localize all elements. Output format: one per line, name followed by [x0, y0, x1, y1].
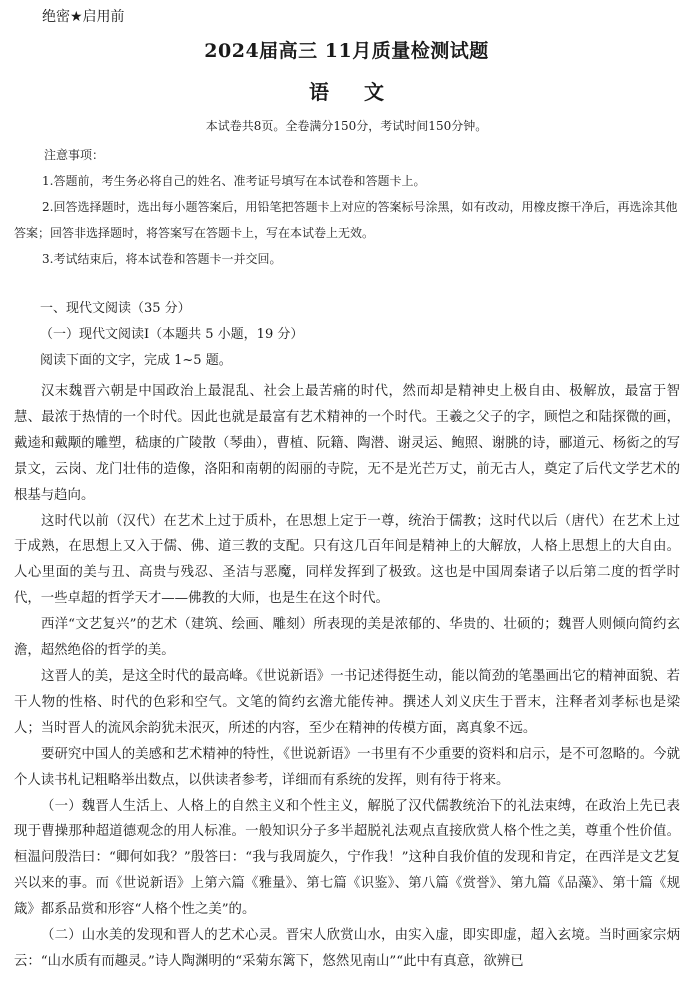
- exam-title: 2024届高三 11月质量检测试题: [204, 40, 489, 62]
- notice-heading: 注意事项：: [44, 148, 105, 162]
- passage-paragraph: （二）山水美的发现和晋人的艺术心灵。晋宋人欣赏山水，由实入虚，即实即虚，超入玄境。当时画家宗炳云：“山水质有而趣灵。”诗人陶渊明的“采菊东篱下，悠然见南山”“此中有真意，欲辨已: [14, 928, 680, 969]
- passage-paragraph: 这晋人的美，是这全时代的最高峰。《世说新语》一书记述得挺生动，能以简劲的笔墨画出它的精神面貌、若干人物的性格、时代的色彩和空气。文笔的简约玄澹尤能传神。撰述人刘义庆生于晋末，注释者刘孝标也是梁人；当时晋人的流风余韵犹未泯灭，所述的内容，至少在精神的传模方面，离真象不远。: [14, 668, 680, 736]
- passage-paragraph: 要研究中国人的美感和艺术精神的特性，《世说新语》一书里有不少重要的资料和启示，是不可忽略的。今就个人读书札记粗略举出数点，以供读者参考，详细而有系统的发挥，则有待于将来。: [14, 746, 680, 788]
- section-subtitle: （一）现代文阅读Ⅰ（本题共 5 小题，19 分）: [40, 327, 304, 342]
- reading-passage: [14, 379, 680, 975]
- section-title: 一、现代文阅读（35 分）: [40, 301, 191, 316]
- passage-paragraph: 汉末魏晋六朝是中国政治上最混乱、社会上最苦痛的时代，然而却是精神史上极自由、极解放，最富于智慧、最浓于热情的一个时代。因此也就是最富有艺术精神的一个时代。王羲之父子的字，顾恺之和陆探微的画，戴逵和戴颙的雕塑，嵇康的广陵散（琴曲），曹植、阮籍、陶潜、谢灵运、鲍照、谢朓的诗，郦道元、杨衒之的写景文，云岗、龙门壮伟的造像，洛阳和南朝的闳丽的寺院，无不是光芒万丈，前无古人，奠定了后代文学艺术的根基与趋向。: [14, 384, 680, 503]
- exam-info: 本试卷共8页。全卷满分150分，考试时间150分钟。: [205, 119, 488, 133]
- notice-block: [14, 142, 679, 272]
- passage-paragraph: （一）魏晋人生活上、人格上的自然主义和个性主义，解脱了汉代儒教统治下的礼法束缚，在政治上先已表现于曹操那种超道德观念的用人标准。一般知识分子多半超脱礼法观点直接欣赏人格个性之美，尊重个性价值。桓温问殷浩曰：“卿何如我？”殷答曰：“我与我周旋久，宁作我！”这种自我价值的发现和肯定，在西洋是文艺复兴以来的事。而《世说新语》上第六篇《雅量》、第七篇《识鉴》、第八篇《赏誉》、第九篇《品藻》、第十篇《规箴》都系品赏和形容“人格个性之美”的。: [14, 798, 680, 918]
- notice-item: 3.考试结束后，将本试卷和答题卡一并交回。: [42, 252, 282, 266]
- notice-item: 2.回答选择题时，选出每小题答案后，用铅笔把答题卡上对应的答案标号涂黑，如有改动，用橡皮擦干净后，再选涂其他答案；回答非选择题时，将答案写在答题卡上，写在本试卷上无效。: [14, 200, 678, 240]
- passage-paragraph: 这时代以前（汉代）在艺术上过于质朴，在思想上定于一尊，统治于儒教；这时代以后（唐代）在艺术上过于成熟，在思想上又入于儒、佛、道三教的支配。只有这几百年间是精神上的大解放，人格上思想上的大自由。人心里面的美与丑、高贵与残忍、圣洁与恶魔，同样发挥到了极致。这也是中国周秦诸子以后第二度的哲学时代，一些卓超的哲学天才——佛教的大师，也是生在这个时代。: [14, 513, 680, 607]
- passage-paragraph: 西洋“文艺复兴”的艺术（建筑、绘画、雕刻）所表现的美是浓郁的、华贵的、壮硕的；魏晋人则倾向简约玄澹，超然绝俗的哲学的美。: [14, 617, 680, 659]
- reading-instruction: 阅读下面的文字，完成 1~5 题。: [40, 353, 232, 368]
- confidential-label: 绝密★启用前: [42, 9, 125, 25]
- notice-item: 1.答题前，考生务必将自己的姓名、准考证号填写在本试卷和答题卡上。: [42, 174, 426, 188]
- subject-title: 语 文: [309, 80, 398, 104]
